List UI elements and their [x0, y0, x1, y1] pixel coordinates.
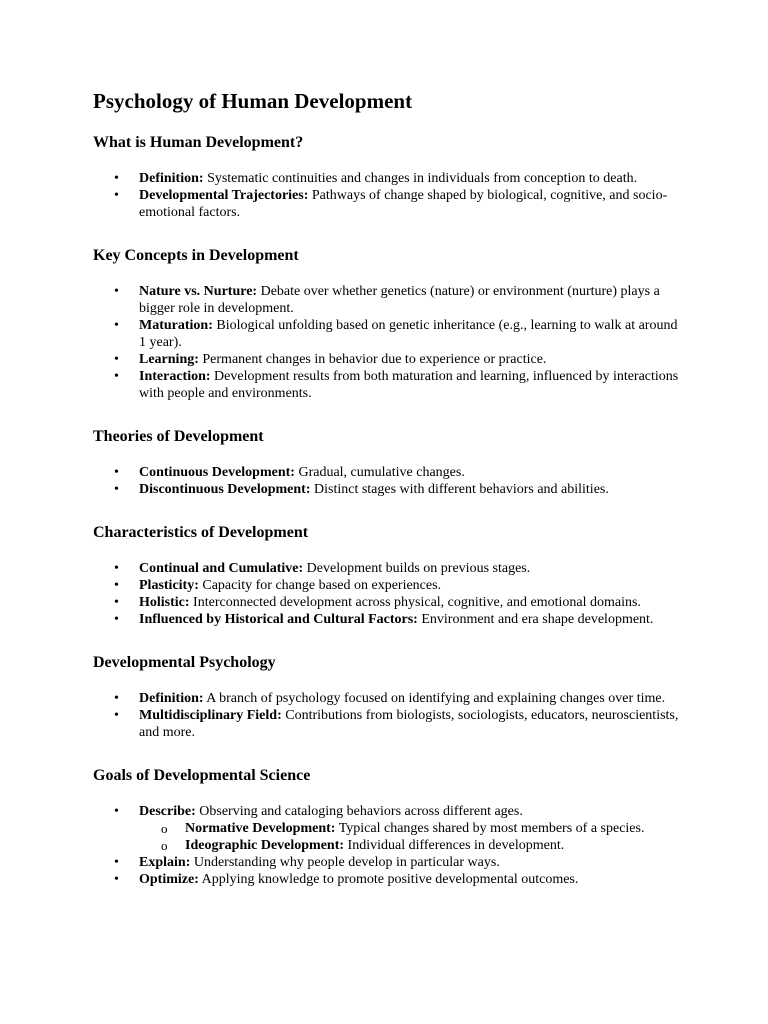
- list-item: [93, 690, 683, 707]
- list-item: [93, 707, 683, 741]
- item-text: Typical changes shared by most members of a species.: [338, 821, 645, 836]
- section-heading: Goals of Developmental Science: [93, 767, 311, 784]
- item-text: Observing and cataloging behaviors across different ages.: [199, 804, 523, 819]
- item-term: Continual and Cumulative:: [139, 561, 304, 576]
- bullet-list: [93, 170, 683, 221]
- section-heading: Characteristics of Development: [93, 524, 309, 541]
- section-heading: Key Concepts in Development: [93, 247, 299, 264]
- item-term: Describe:: [139, 804, 196, 819]
- bullet-list: [93, 690, 683, 741]
- item-term: Influenced by Historical and Cultural Factors:: [139, 612, 418, 627]
- item-text: Contributions from biologists, sociologists, educators, neuroscientists, and more.: [139, 708, 679, 740]
- item-text: Applying knowledge to promote positive developmental outcomes.: [201, 872, 579, 887]
- item-text: Understanding why people develop in particular ways.: [193, 855, 500, 870]
- bullet-list: [93, 560, 683, 628]
- section-heading: Theories of Development: [93, 428, 264, 445]
- list-item: [93, 187, 683, 221]
- list-item: [93, 611, 683, 628]
- list-item: [93, 170, 683, 187]
- item-text: Biological unfolding based on genetic inheritance (e.g., learning to walk at around 1 year).: [139, 318, 678, 350]
- bullet-list: [93, 283, 683, 402]
- section: [93, 766, 683, 888]
- bullet-icon: •: [114, 465, 119, 480]
- bullet-icon: •: [114, 284, 119, 299]
- bullet-icon: •: [114, 369, 119, 384]
- item-text: Individual differences in development.: [347, 838, 565, 853]
- list-item: [93, 577, 683, 594]
- item-term: Plasticity:: [139, 578, 199, 593]
- item-term: Nature vs. Nurture:: [139, 284, 258, 299]
- bullet-list: [93, 803, 683, 888]
- item-text: Permanent changes in behavior due to experience or practice.: [202, 352, 547, 367]
- bullet-icon: •: [114, 318, 119, 333]
- item-text: Development builds on previous stages.: [306, 561, 531, 576]
- item-term: Definition:: [139, 171, 204, 186]
- section-heading: What is Human Development?: [93, 134, 304, 151]
- item-term: Normative Development:: [185, 821, 336, 836]
- list-item: [93, 560, 683, 577]
- list-item: [93, 283, 683, 317]
- document-page: [93, 86, 683, 888]
- sub-list-item: [139, 820, 683, 837]
- item-term: Discontinuous Development:: [139, 482, 311, 497]
- item-term: Holistic:: [139, 595, 190, 610]
- item-text: Systematic continuities and changes in individuals from conception to death.: [207, 171, 638, 186]
- bullet-icon: •: [114, 595, 119, 610]
- item-text: Distinct stages with different behaviors and abilities.: [314, 482, 609, 497]
- item-term: Interaction:: [139, 369, 211, 384]
- list-item: [93, 351, 683, 368]
- section-heading: Developmental Psychology: [93, 654, 276, 671]
- list-item: [93, 464, 683, 481]
- item-term: Definition:: [139, 691, 204, 706]
- bullet-icon: •: [114, 352, 119, 367]
- section: [93, 246, 683, 402]
- circle-bullet-icon: o: [161, 821, 168, 836]
- item-term: Ideographic Development:: [185, 838, 345, 853]
- bullet-icon: •: [114, 872, 119, 887]
- section: [93, 523, 683, 628]
- list-item: [93, 368, 683, 402]
- list-item: [93, 803, 683, 854]
- list-item: [93, 871, 683, 888]
- item-term: Learning:: [139, 352, 199, 367]
- bullet-icon: •: [114, 612, 119, 627]
- section: [93, 133, 683, 221]
- bullet-icon: •: [114, 691, 119, 706]
- sub-list-item: [139, 837, 683, 854]
- list-item: [93, 481, 683, 498]
- page-title: Psychology of Human Development: [93, 89, 413, 113]
- item-text: Capacity for change based on experiences.: [202, 578, 442, 593]
- item-term: Optimize:: [139, 872, 199, 887]
- item-text: Gradual, cumulative changes.: [298, 465, 465, 480]
- item-term: Continuous Development:: [139, 465, 295, 480]
- bullet-icon: •: [114, 171, 119, 186]
- section: [93, 427, 683, 498]
- circle-bullet-icon: o: [161, 838, 168, 853]
- item-text: Interconnected development across physical, cognitive, and emotional domains.: [193, 595, 641, 610]
- bullet-icon: •: [114, 188, 119, 203]
- sub-bullet-list: [139, 820, 683, 854]
- item-term: Multidisciplinary Field:: [139, 708, 282, 723]
- bullet-icon: •: [114, 708, 119, 723]
- item-text: A branch of psychology focused on identifying and explaining changes over time.: [206, 691, 666, 706]
- item-term: Developmental Trajectories:: [139, 188, 309, 203]
- list-item: [93, 854, 683, 871]
- item-text: Development results from both maturation and learning, influenced by interactions with people and environments.: [139, 369, 679, 401]
- bullet-icon: •: [114, 561, 119, 576]
- bullet-list: [93, 464, 683, 498]
- item-term: Maturation:: [139, 318, 213, 333]
- list-item: [93, 594, 683, 611]
- list-item: [93, 317, 683, 351]
- bullet-icon: •: [114, 855, 119, 870]
- item-term: Explain:: [139, 855, 191, 870]
- item-text: Environment and era shape development.: [421, 612, 654, 627]
- item-text: Debate over whether genetics (nature) or environment (nurture) plays a bigger role in development.: [139, 284, 660, 316]
- bullet-icon: •: [114, 482, 119, 497]
- bullet-icon: •: [114, 804, 119, 819]
- bullet-icon: •: [114, 578, 119, 593]
- item-text: Pathways of change shaped by biological, cognitive, and socio-emotional factors.: [139, 188, 668, 220]
- section: [93, 653, 683, 741]
- document-body: [93, 133, 683, 888]
